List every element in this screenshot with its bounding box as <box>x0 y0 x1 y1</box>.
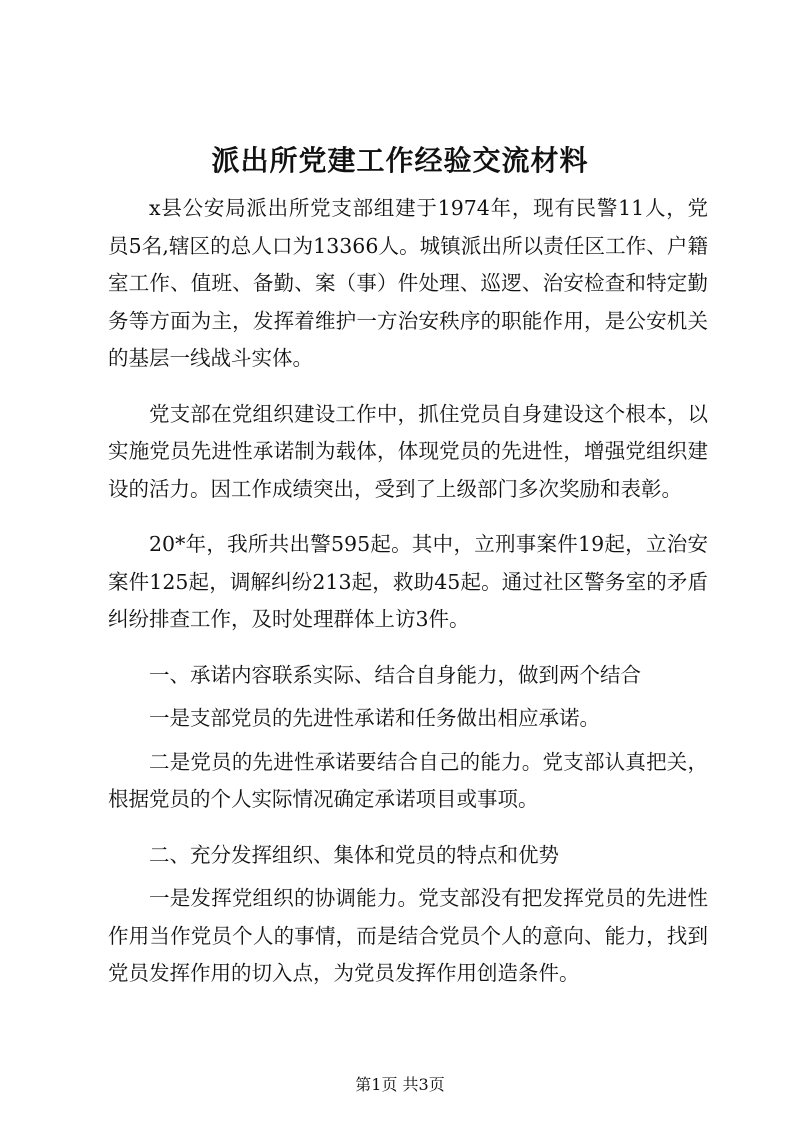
paragraph-party-building: 党支部在党组织建设工作中，抓住党员自身建设这个根本，以实施党员先进性承诺制为载体，体现党员的先进性，增强党组织建设的活力。因工作成绩突出，受到了上级部门多次奖励和表彰。 <box>108 401 708 501</box>
section-heading-one: 一、承诺内容联系实际、结合自身能力，做到两个结合 <box>149 662 641 687</box>
paragraph-point-one: 一是支部党员的先进性承诺和任务做出相应承诺。 <box>149 706 600 730</box>
document-title: 派出所党建工作经验交流材料 <box>211 144 589 177</box>
paragraph-statistics: 20*年，我所共出警595起。其中，立刑事案件19起，立治安案件125起，调解纠纷213起，救助45起。通过社区警务室的矛盾纠纷排查工作，及时处理群体上访3件。 <box>108 532 708 631</box>
paragraph-point-two: 二是党员的先进性承诺要结合自己的能力。党支部认真把关，根据党员的个人实际情况确定承诺项目或事项。 <box>108 749 708 811</box>
document-body <box>108 190 708 1011</box>
page-number: 第1页 共3页 <box>355 1075 445 1094</box>
paragraph-intro: x县公安局派出所党支部组建于1974年，现有民警11人，党员5名,辖区的总人口为13366人。城镇派出所以责任区工作、户籍室工作、值班、备勤、案（事）件处理、巡逻、治安检查和特定勤务等方面为主，发挥着维护一方治安秩序的职能作用，是公安机关的基层一线战斗实体。 <box>108 196 708 370</box>
paragraph-coordination: 一是发挥党组织的协调能力。党支部没有把发挥党员的先进性作用当作党员个人的事情，而是结合党员个人的意向、能力，找到党员发挥作用的切入点，为党员发挥作用创造条件。 <box>108 886 708 985</box>
section-heading-two: 二、充分发挥组织、集体和党员的特点和优势 <box>149 842 559 867</box>
